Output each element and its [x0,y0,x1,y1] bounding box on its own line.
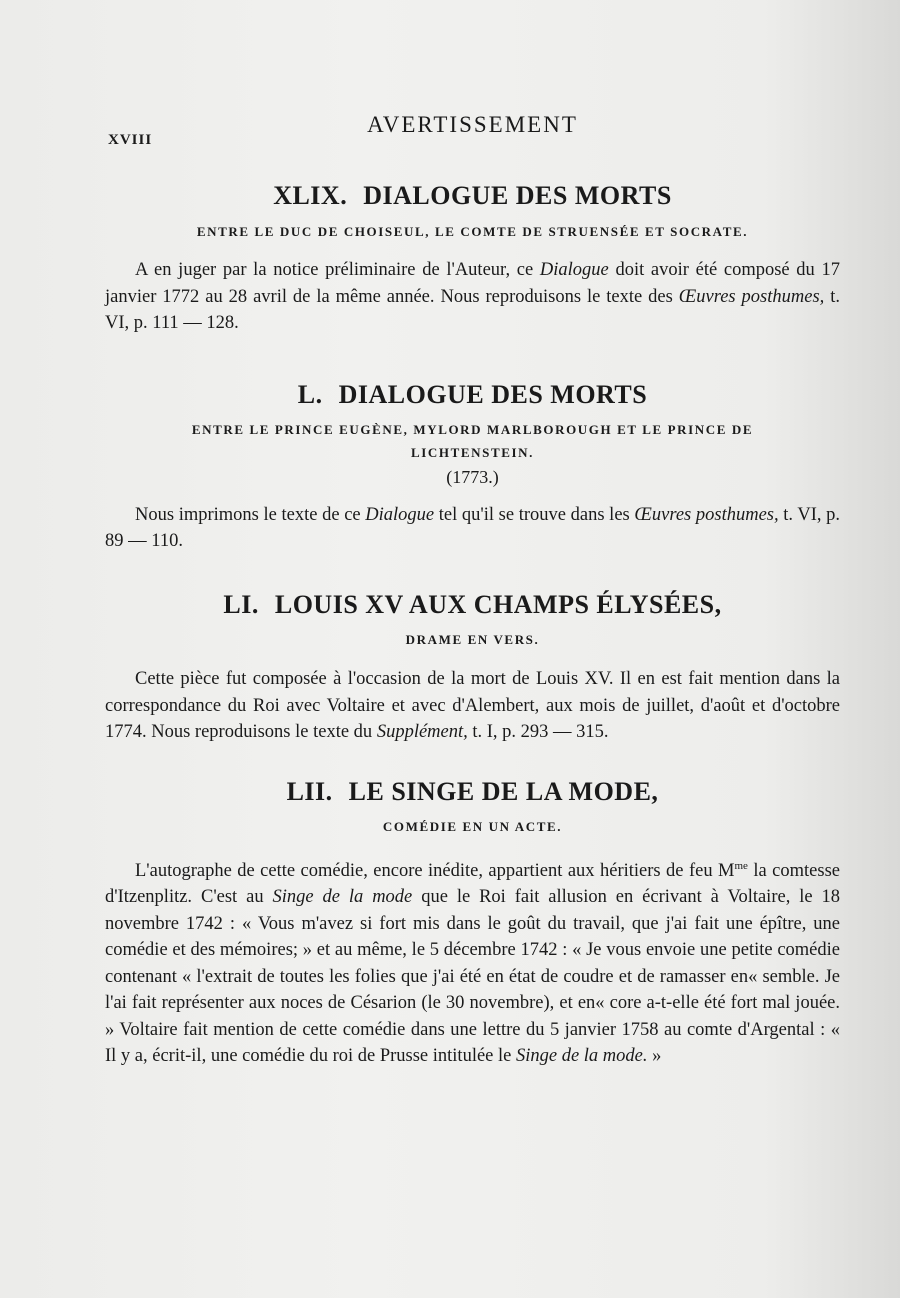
text-run: L'autographe de cette comédie, encore inédite, appartient aux héritiers de feu M [135,860,735,881]
section-49-title-text: DIALOGUE DES MORTS [363,181,672,210]
text-run: A en juger par la notice préliminaire de l'Auteur, ce [135,260,540,281]
text-run: que le Roi fait allusion en écrivant à Voltaire, le 18 novembre 1742 : « Vous m'avez si fort mis dans le goût du travail, que j'ai fait une épître, une comédie et des mémoires; » et au même, le 5 décembre 1742 : « Je vous envoie une petite comédie contenant « l'extrait de toutes les folies que j'ai été en état de coudre et de ramasser en« semble. Je l'ai fait représenter aux noces de Césarion (le 30 novembre), et en« core a-t-elle été fort mal jouée. » Voltaire fait mention de cette comédie dans une lettre du 5 janvier 1758 au comte d'Argental : « Il y a, écrit-il, une comédie du roi de Prusse intitulée le [105,887,841,1067]
section-51-paragraph [105,666,840,746]
section-50-number: L. [297,379,323,409]
section-52-paragraph [105,853,840,1070]
text-run: tel qu'il se trouve dans les [434,504,635,525]
text-run: t. I, p. 293 — 315. [467,722,609,742]
section-51-title-text: LOUIS XV AUX CHAMPS ÉLYSÉES, [274,589,722,619]
section-52-subtitle: COMÉDIE EN UN ACTE. [382,819,563,834]
page-text [105,180,840,1070]
page-number: XVIII [108,132,153,148]
italic-run: Singe de la mode. [515,1046,648,1067]
section-49-paragraph [105,257,840,337]
section-51-title [105,589,840,622]
text-run: » [647,1046,662,1067]
text-run: t. VI, p. 111 — 128. [105,286,841,334]
section-51-number: LI. [223,589,259,619]
section-49-title [105,180,840,213]
section-49-subtitle: ENTRE LE DUC DE CHOISEUL, LE COMTE DE STRUENSÉE ET SOCRATE. [196,223,749,239]
section-50-title-text: DIALOGUE DES MORTS [338,379,648,409]
text-run: Nous imprimons le texte de ce [135,504,366,525]
superscript-run: me [734,859,748,872]
section-50-title [105,379,840,412]
section-52-title-text: LE SINGE DE LA MODE, [348,776,659,806]
text-run: Cette pièce fut composée à l'occasion de la mort de Louis XV. Il en est fait mention dans la correspondance du Roi avec Voltaire et avec d'Alembert, aux mois de juillet, d'août et d'octobre 1774. Nous reproduisons le texte du [105,669,840,742]
section-50-date: (1773.) [446,466,499,487]
italic-run: Dialogue [365,504,435,525]
running-title: AVERTISSEMENT [367,112,578,137]
italic-run: Œuvres posthumes, [634,504,779,525]
text-run: la comtesse d'Itzenplitz. C'est au [105,860,840,908]
section-52-number: LII. [286,776,333,806]
italic-run: Singe de la mode [272,887,413,908]
italic-run: Œuvres posthumes, [678,286,825,307]
section-49-number: XLIX. [273,181,348,210]
section-50-subtitle: ENTRE LE PRINCE EUGÈNE, MYLORD MARLBOROUGH ET LE PRINCE DE LICHTENSTEIN. [191,422,754,460]
section-51-subtitle: DRAME EN VERS. [405,632,540,648]
section-52-title [105,776,840,809]
running-head [105,112,840,152]
italic-run: Supplément, [376,722,468,742]
text-run: t. VI, p. 89 — 110. [105,504,841,552]
section-50-paragraph [105,502,840,555]
italic-run: Dialogue [539,260,609,281]
text-run: doit avoir été composé du 17 janvier 1772 au 28 avril de la même année. Nous reproduisons le texte des [105,260,840,307]
